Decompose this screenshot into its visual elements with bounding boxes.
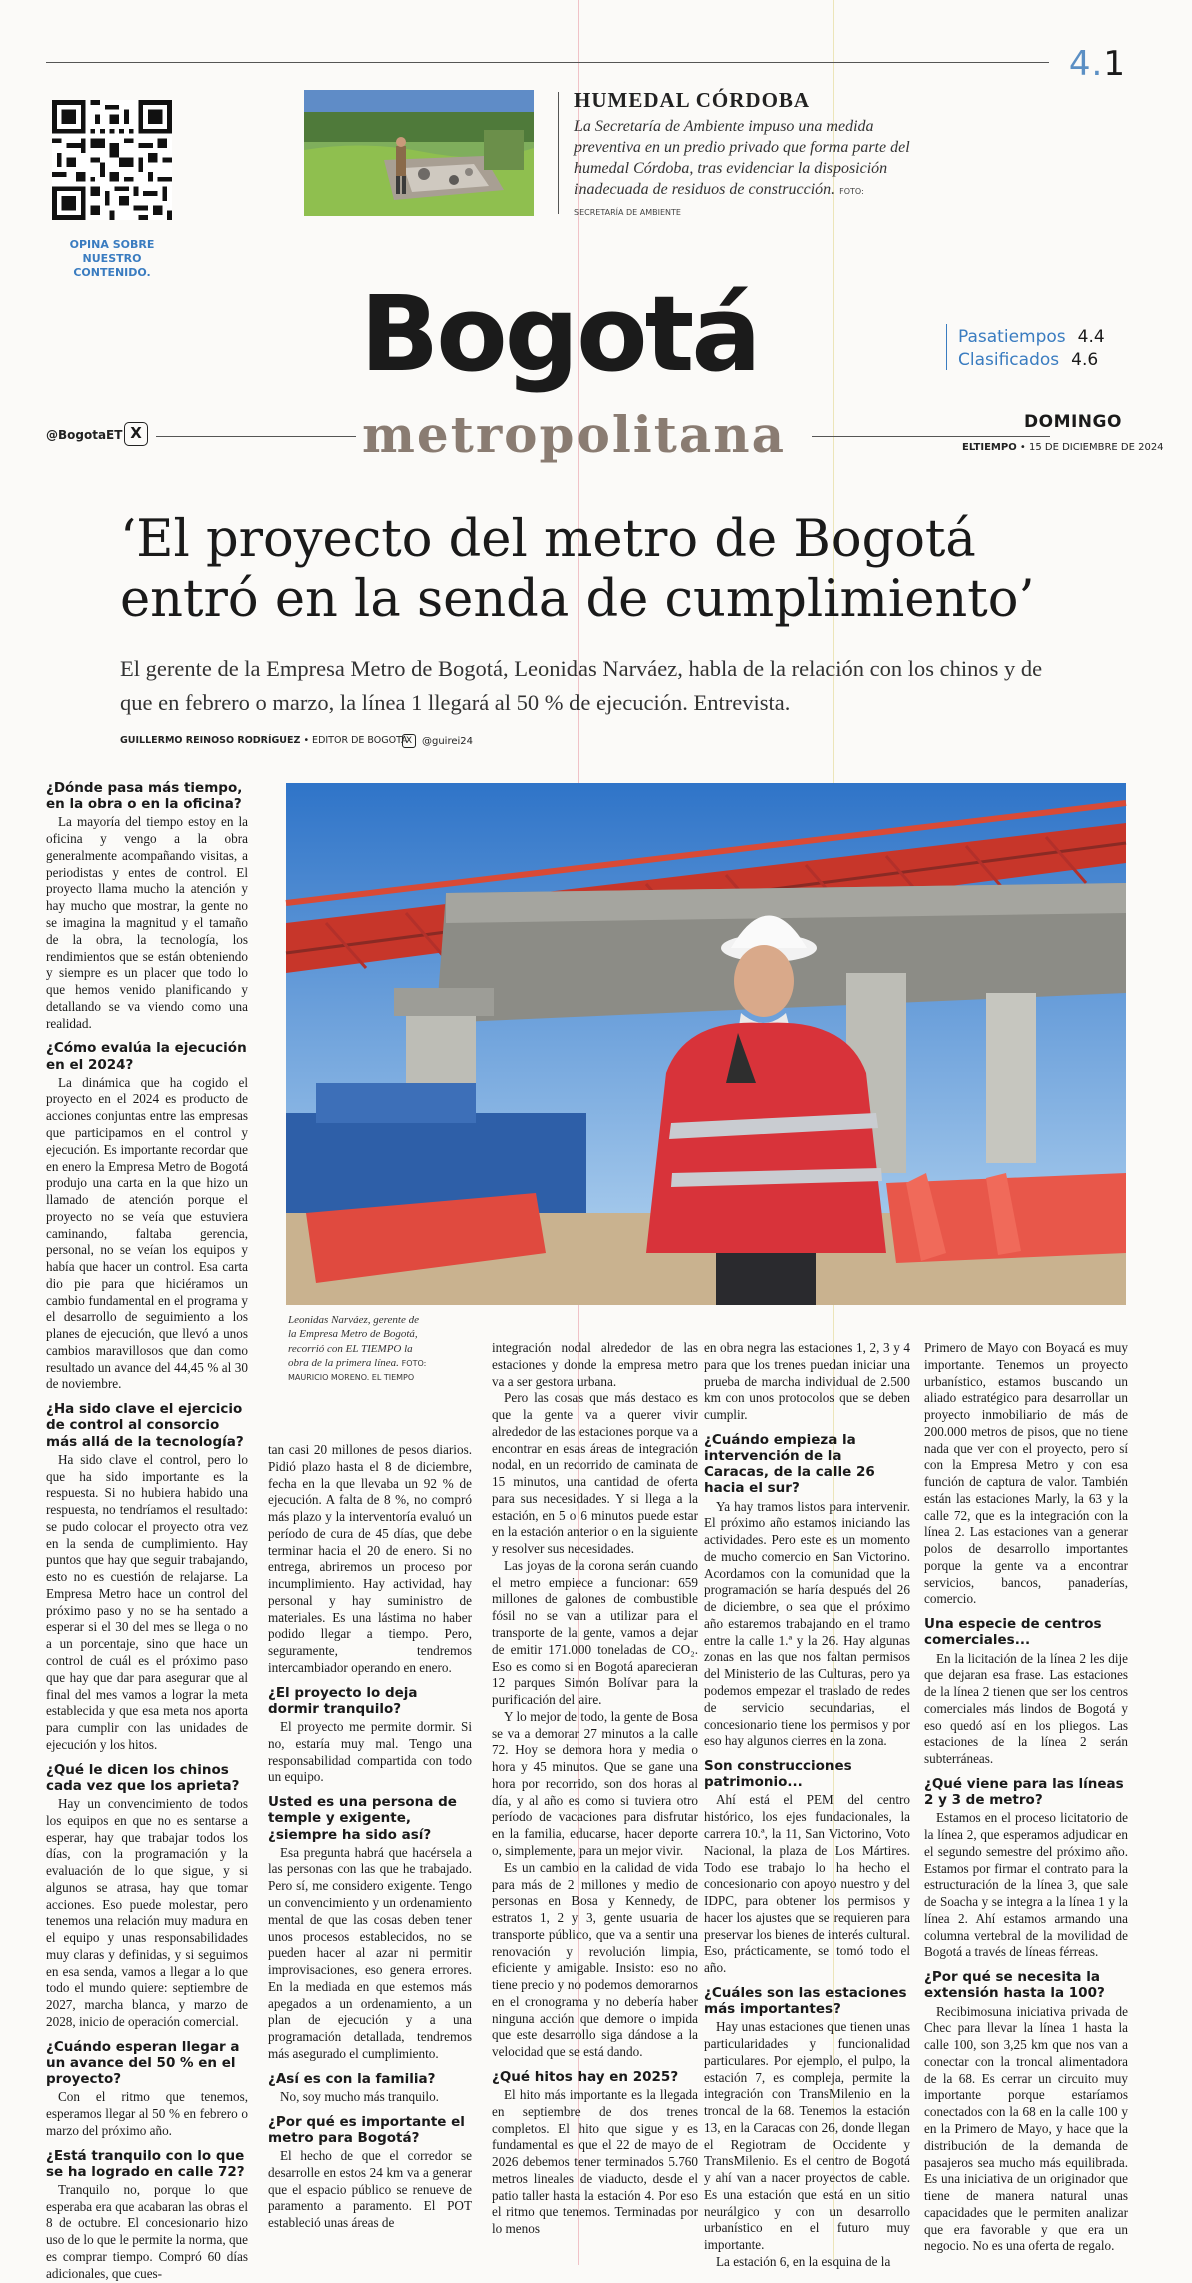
column-5 [924, 1340, 1128, 2255]
column-4 [704, 1340, 910, 2271]
teaser-divider [558, 92, 559, 214]
teaser-text: La Secretaría de Ambiente impuso una medida preventiva en un predio privado que forma parte del humedal Córdoba, tras evidenciar la disposición inadecuada de residuos de construcción. FOTO: SECRETARÍA DE AMBIENTE [574, 118, 910, 218]
question: ¿Cuáles son las estaciones más importantes? [704, 1984, 907, 2018]
paragraph: Las joyas de la corona serán cuando el metro empiece a funcionar: 659 millones de galones de combustible fósil no se van a utilizar para el transporte de la gente, vamos a dejar de emitir 171.000 toneladas de CO₂. Eso es como si en Bogotá aparecieran 12 parques Simón Bolívar para la purificación del aire. [492, 1557, 698, 1708]
teaser-photo [304, 90, 534, 216]
answer: La mayoría del tiempo estoy en la oficina y vengo a la obra generalmente acompañando visitas, a periodistas y entes de control. El proyecto llama mucho la atención y hay mucho que mostrar, la gente no se imagina la magnitud y el tamaño de la obra, la tecnología, los rendimientos que se están obteniendo y siempre es un placer que todo lo que hemos venido planificando y detallando se va viendo como una realidad. [46, 814, 248, 1031]
answer: Estamos en el proceso licitatorio de la línea 2, que esperamos adjudicar en el segundo semestre del próximo año. Estamos por firmar el contrato para la estructuración de la línea 3, que sale de Soacha y se integra a la línea 1 y la línea 2. Ahí estamos armando una columna vertebral de la movilidad de Bogotá a través de líneas férreas. [924, 1810, 1128, 1960]
question: ¿Cuándo esperan llegar a un avance del 50 % en el proyecto? [46, 2038, 240, 2088]
question: ¿Así es con la familia? [268, 2070, 436, 2087]
paragraph: La estación 6, en la esquina de la [716, 2253, 891, 2269]
question: ¿Ha sido clave el ejercicio de control al consorcio más allá de la tecnología? [46, 1401, 244, 1450]
question: ¿Cómo evalúa la ejecución en el 2024? [46, 1040, 247, 1073]
index-divider [946, 324, 947, 370]
answer: Esa pregunta habrá que hacérsela a las personas con las que he trabajado. Pero sí, me considero exigente. Tengo un convencimiento y un ordenamiento mental de que las cosas deben tener unos procesos establecidos, no se pueden hacer al azar ni permitir improvisaciones, eso genera errores. En la mediada en que estemos más apegados a un ordenamiento, a un plan de ejecución y a una programación detallada, tendremos más asegurado el cumplimiento. [268, 1844, 472, 2061]
article-headline: ‘El proyecto del metro de Bogotá entró en la senda de cumplimiento’ [120, 510, 1035, 630]
paragraph: Es un cambio en la calidad de vida para más de 2 millones y medio de personas en Bosa y Kennedy, de estratos 1, 2 y 3, gente usuaria de transporte público, que va a sentir una renovación y revolución limpia, eficiente y amigable. Insisto: eso no tiene precio y no podemos demorarnos en el cronograma y no debería haber ninguna acción que demore o impida que este desarrollo siga dándose a la velocidad que se está dando. [492, 1859, 698, 2060]
answer: En la licitación de la línea 2 les dije que dejaran esa frase. Las estaciones de la línea 2 tienen que ser los centros comerciales más lindos de Bogotá y eso quedó así en los pliegos. Las estaciones de la línea 2 serán subterráneas. [924, 1650, 1128, 1767]
question: ¿Cuándo empieza la intervención de la Caracas, de la calle 26 hacia el sur? [704, 1431, 875, 1497]
article-deck: El gerente de la Empresa Metro de Bogotá, Leonidas Narváez, habla de la relación con los chinos y de que en febrero o marzo, la línea 1 llegará al 50 % de ejecución. Entrevista. [120, 656, 1043, 715]
index-item-clasificados[interactable]: Clasificados 4.6 [958, 349, 1099, 370]
masthead-subtitle: metropolitana [362, 405, 787, 464]
masthead-title: Bogotá [360, 273, 759, 395]
answer: Con el ritmo que tenemos, esperamos llegar al 50 % en febrero o marzo del próximo año. [46, 2089, 248, 2138]
answer: Hay un convencimiento de todos los equipos en que no es sentarse a esperar, hay que trabajar todos los días, con la programación y la evaluación de lo que sigue, y si algunos se atrasa, hay que tomar acciones. Eso puede molestar, pero tenemos una relación muy madura en el equipo y unas responsabilidades muy claras y definidas, y si seguimos en esa senda, vamos a llegar a lo que todo el mundo quiere: septiembre de 2027, marcha blanca, y marzo de 2028, inicio de operación comercial. [46, 1795, 248, 2029]
paragraph: integración nodal alrededor de las estaciones y donde la empresa metro va a ser gestora urbana. [492, 1340, 698, 1389]
section-index [958, 326, 1105, 372]
question: Usted es una persona de temple y exigente, ¿siempre ha sido así? [268, 1794, 457, 1843]
dateline: ELTIEMPO • 15 DE DICIEMBRE DE 2024 [962, 442, 1164, 453]
question: ¿Qué hitos hay en 2025? [492, 2068, 679, 2085]
x-logo-icon[interactable]: X [402, 734, 416, 748]
column-2 [268, 1442, 472, 2232]
question: ¿Por qué es importante el metro para Bogotá? [268, 2113, 465, 2146]
answer: La dinámica que ha cogido el proyecto en el 2024 es producto de acciones conjuntas entre las empresas que participamos en el control y ejecución. Es importante recordar que en enero la Empresa Metro de Bogotá produjo una carta en la que hizo un llamado de atención porque el proyecto no se veía que estuviera caminando, faltaba gerencia, personal, no se veían los equipos y había que hacer un control. Esa carta dio pie para que hiciéramos un cambio fundamental en el programa y el desarrollo de seguimiento a los planes de ejecución, que llevó a unos cambios maravillosos que dan como resultado un avance del 44,45 % al 30 de noviembre. [46, 1074, 248, 1392]
page-number: 4.1 [1068, 44, 1126, 84]
answer: en obra negra las estaciones 1, 2, 3 y 4 para que los trenes puedan iniciar una prueba de marcha individual de 2.500 km con unos protocolos que se deben cumplir. [704, 1340, 910, 1423]
paragraph: Pero las cosas que más destaco es que la gente va a querer vivir alrededor de las estaciones porque va a encontrar en esas áreas de integración nodal, en un recorrido de caminata de 15 minutos, una cantidad de oferta para sus necesidades. Y si llega a la estación, en 5 o 6 minutos puede estar en la estación anterior o en la siguiente y resolver sus necesidades. [492, 1390, 698, 1557]
rule-left [156, 436, 356, 437]
column-1 [46, 780, 248, 2283]
dateline-day: DOMINGO [1024, 412, 1122, 432]
paragraph: Y lo mejor de todo, la gente de Bosa se va a demorar 27 minutos a la calle 72. Hoy se demora hora y media o hora y 45 minutos. Que se gane una hora por recorrido, son dos horas al día, y al año es como si tuviera otro período de vacaciones para disfrutar en la familia, educarse, hacer deporte o, simplemente, para un mejor vivir. [492, 1708, 698, 1858]
answer: tan casi 20 millones de pesos diarios. Pidió plazo hasta el 8 de diciembre, fecha en la que llevaba un 92 % de ejecución. A falta de 8 %, no compró más plazo y la interventoría evaluó un período de cura de 45 días, que debe terminar hacia el 20 de enero. Si no entrega, abriremos un proceso por incumplimiento. Hay actividad, hay personal y hay suministro de materiales. Es una lástima no haber podido llegar a tiempo. Pero, seguramente, tendremos intercambiador operando en enero. [268, 1442, 472, 1675]
answer: Recibimosuna iniciativa privada de Chec para llevar la línea 1 hasta la calle 100, son 3,25 km que nos van a conectar con la troncal alimentadora de la 68. Es cerrar un circuito muy importante porque estaríamos conectados con la 68 en la calle 100 y en la Primero de Mayo, y hace que la distribución de la demanda de pasajeros sea mucho más equilibrada. Es una iniciativa de un originador que tiene de manera natural unas capacidades que le permiten analizar que era favorable y que era un negocio. No es una oferta de regalo. [924, 2003, 1128, 2254]
answer: Ha sido clave el control, pero lo que ha sido importante es la respuesta. Si no hubiera habido una respuesta, no tendríamos el resultado: se pudo colocar el proyecto otra vez en la senda de cumplimiento. Hay puntos que hay que seguir trabajando, esto no es cuestión de relajarse. La Empresa Metro hace un control del próximo paso y no se ha sentado a esperar si el 30 del mes se llega o no a un porcentaje, sino que hace un control de cuál es el próximo paso que hay que dar para asegurar que al final del mes vamos a lograr la meta establecida y que esa meta nos aporta para cumplir con las unidades de ejecución y los hitos. [46, 1451, 248, 1752]
answer: No, soy mucho más tranquilo. [280, 2088, 439, 2104]
answer: El hecho de que el corredor se desarrolle en estos 24 km va a generar que el espacio público se renueve de paramento a paramento. El POT estableció unas áreas de [268, 2148, 472, 2231]
main-photo [286, 783, 1126, 1305]
question: ¿El proyecto lo deja dormir tranquilo? [268, 1684, 418, 1717]
question: ¿Dónde pasa más tiempo, en la obra o en la oficina? [46, 780, 243, 813]
answer: El hito más importante es la llegada en septiembre de dos trenes completos. El hito que sigue y es fundamental es que el 22 de mayo de 2026 debemos tener terminados 5.760 metros lineales de viaducto, desde el patio taller hasta la estación 4. Por eso el ritmo que tenemos. Terminadas por lo menos [492, 2087, 698, 2237]
question: Una especie de centros comerciales... [924, 1616, 1102, 1649]
x-logo-icon[interactable]: X [124, 422, 148, 446]
social-handle[interactable]: @BogotaET [46, 428, 123, 442]
question: ¿Está tranquilo con lo que se ha logrado en calle 72? [46, 2147, 245, 2180]
index-item-pasatiempos[interactable]: Pasatiempos 4.4 [958, 327, 1105, 347]
teaser-credit: FOTO: SECRETARÍA DE AMBIENTE [574, 187, 864, 218]
byline: GUILLERMO REINOSO RODRÍGUEZ • EDITOR DE BOGOTÁ [120, 735, 408, 746]
answer: El proyecto me permite dormir. Si no, estaría muy mal. Tengo una responsabilidad compartida con todo un equipo. [268, 1719, 472, 1785]
column-3 [492, 1340, 698, 2238]
teaser-title[interactable]: HUMEDAL CÓRDOBA [574, 88, 811, 112]
top-rule [46, 62, 1049, 63]
rule-right [812, 436, 1050, 437]
answer: Hay unas estaciones que tienen unas particularidades y funcionalidad particulares. Por ejemplo, el pulpo, la estación 7, es compleja, permite la integración con TransMilenio en la troncal de la 68. Tenemos la estación 13, en la Caracas con 26, donde llegan el Regiotram de Occidente y TransMilenio. Es el centro de Bogotá y ahí van a nacer proyectos de cable. Es una estación que está en un sitio neurálgico y con un desarrollo urbanístico en el futuro muy importante. [704, 2019, 910, 2253]
answer: Primero de Mayo con Boyacá es muy importante. Tenemos un proyecto urbanístico, estamos buscando un aliado estratégico para desarrollar un proyecto inmobiliario de más de 200.000 metros de pisos, que no tiene nada que ver con el proyecto, pero sí con la Empresa Metro y con esa función de captura de valor. También están las estaciones Marly, la 63 y la calle 72, que es la integración con la línea 2. Las estaciones van a generar polos de desarrollo importantes porque la gente va a encontrar servicios, bancos, panaderías, comercio. [924, 1340, 1128, 1607]
photo-credit: FOTO: MAURICIO MORENO. EL TIEMPO [288, 1358, 427, 1383]
question: ¿Qué viene para las líneas 2 y 3 de metro? [924, 1775, 1124, 1809]
question: Son construcciones patrimonio... [704, 1758, 852, 1791]
photo-caption: Leonidas Narváez, gerente de la Empresa Metro de Bogotá, recorrió con EL TIEMPO la obra de la primera línea. FOTO: MAURICIO MORENO. EL TIEMPO [288, 1314, 427, 1383]
answer: Ahí está el PEM del centro histórico, los ejes fundacionales, la carrera 10.ª, la 11, San Victorino, Voto Nacional, la plaza de Los Mártires. Todo ese trabajo lo ha hecho el concesionario con apoyo nuestro y del IDPC, para obtener los permisos y hacer los ajustes que se requieren para preservar los bienes de interés cultural. Eso, prácticamente, se tomó todo el año. [704, 1792, 910, 1976]
answer: Ya hay tramos listos para intervenir. El próximo año estamos iniciando las actividades. Pero este es un momento de mucho comercio en San Victorino. Acordamos con la comunidad que la programación se haría después del 26 de diciembre, o sea que el próximo año estaremos trabajando en el tramo entre la calle 1.ª y la 26. Hay algunas zonas en las que nos faltan permisos del Ministerio de las Culturas, pero ya podemos empezar el traslado de redes de servicio secundarias, el concesionario tiene los permisos y por eso hay algunos cierres en la zona. [704, 1498, 910, 1749]
qr-code-icon[interactable] [52, 100, 172, 220]
question: ¿Por qué se necesita la extensión hasta la 100? [924, 1969, 1105, 2002]
answer: Tranquilo no, porque lo que esperaba era que acabaran las obras el 8 de octubre. El concesionario hizo uso de lo que le permite la norma, que es comprar tiempo. Compró 60 días adicionales, que cues- [46, 2181, 248, 2281]
question: ¿Qué le dicen los chinos cada vez que los aprieta? [46, 1761, 240, 1794]
byline-handle[interactable]: @guirei24 [422, 736, 474, 747]
qr-caption: OPINA SOBRE NUESTRO CONTENIDO. [69, 238, 155, 279]
